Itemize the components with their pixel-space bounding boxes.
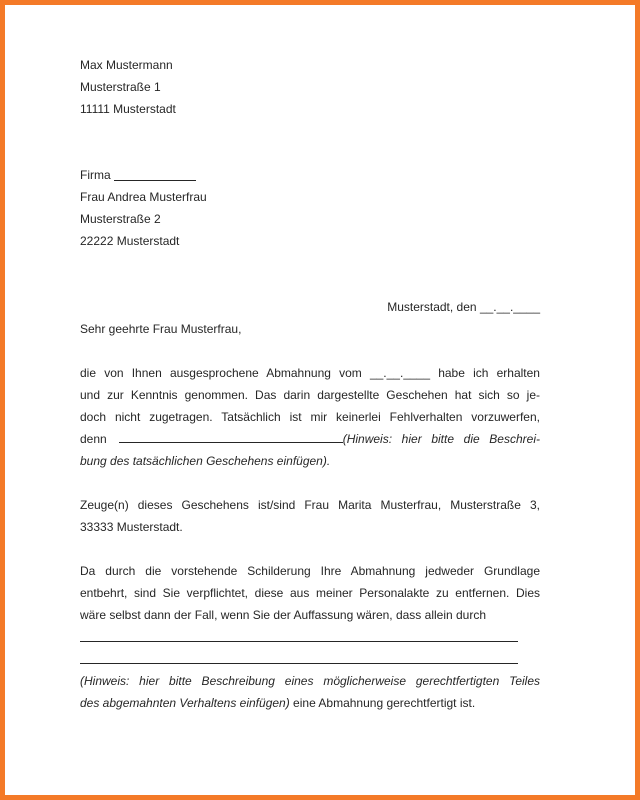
letter-page [80,54,540,714]
recipient-address [80,164,540,252]
p2-line-2: 33333 Musterstadt. [80,520,183,534]
p1-description-blank [119,429,343,443]
p3-line-2: entbehrt, sind Sie verpflichtet, diese aus meiner Personalakte zu entfernen. Dies [80,586,540,600]
recipient-city: 22222 Musterstadt [80,234,180,248]
date-placeholder: __.__.____ [479,300,540,314]
recipient-firma-line [80,164,540,186]
p1-l4-a: denn [80,432,107,446]
recipient-person: Frau Andrea Musterfrau [80,190,207,204]
p3-blank-line-1 [80,626,540,648]
paragraph-3 [80,560,540,714]
date-line [80,296,540,318]
p2-line-1: Zeuge(n) dieses Geschehens ist/sind Frau Marita Musterfrau, Musterstraße 3, [80,498,540,512]
paragraph-2 [80,494,540,538]
p3-blank-line-2 [80,648,540,670]
p1-line-3: doch nicht zugetragen. Tatsächlich ist mir keinerlei Fehlverhalten vorzuwerfen, [80,410,540,424]
sender-city: 11111 Musterstadt [80,102,176,116]
paragraph-1 [80,362,540,472]
date-prefix: Musterstadt, den [387,300,477,314]
p1-line-5: bung des tatsächlichen Geschehens einfügen). [80,454,331,468]
p3-line-1: Da durch die vorstehende Schilderung Ihre Abmahnung jedweder Grundlage [80,564,540,578]
p3-line-7 [80,692,540,714]
p1-l1-a: die von Ihnen ausgesprochene Abmahnung vom [80,366,362,380]
p1-l1-b: habe ich erhalten [438,366,540,380]
sender-address [80,54,540,120]
p3-line-6: (Hinweis: hier bitte Beschreibung eines möglicherweise gerechtfertigten Teiles [80,674,540,688]
p3-l7-rest: eine Abmahnung gerechtfertigt ist. [289,696,476,710]
sender-name: Max Mustermann [80,58,173,72]
salutation: Sehr geehrte Frau Musterfrau, [80,322,242,336]
p1-line-1 [80,362,540,384]
firma-blank [114,167,196,181]
p1-line-2: und zur Kenntnis genommen. Das darin dargestellte Geschehen hat sich so je- [80,388,540,402]
p1-line-4 [80,428,540,450]
recipient-street: Musterstraße 2 [80,212,161,226]
p1-l4-hint: (Hinweis: hier bitte die Beschrei- [342,432,540,446]
firma-label: Firma [80,168,111,182]
p3-l7-hint: des abgemahnten Verhaltens einfügen) [80,696,290,710]
p3-line-3: wäre selbst dann der Fall, wenn Sie der Auffassung wären, dass allein durch [80,608,487,622]
sender-street: Musterstraße 1 [80,80,161,94]
p1-l1-blank: __.__.____ [369,366,431,380]
